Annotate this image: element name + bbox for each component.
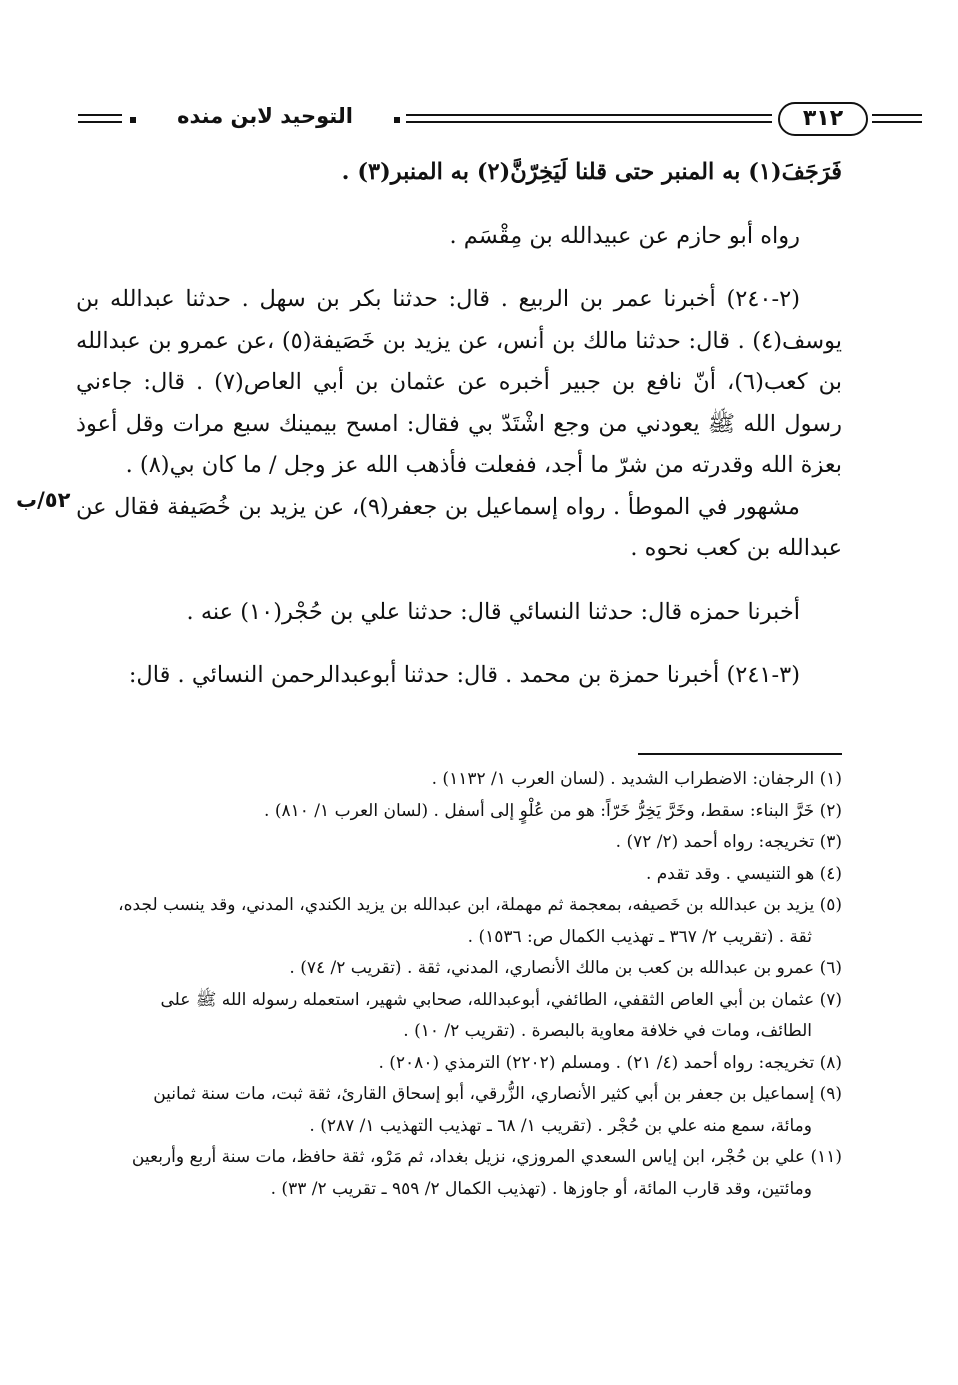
footnote: (٤) هو التنيسي . وقد تقدم . xyxy=(645,863,842,884)
footnotes xyxy=(76,764,842,1205)
footnote: (٩) إسماعيل بن جعفر بن أبي كثير الأنصاري، الزُّرقي، أبو إسحاق القارئ، ثقة ثبت، مات سنة ثمانين xyxy=(153,1084,842,1104)
page-header xyxy=(78,100,844,140)
paragraph-hamza-chain: أخبرنا حمزه قال: حدثنا النسائي قال: حدثنا علي بن حُجْر(١٠) عنه . xyxy=(186,598,800,625)
hadith-240-line-2: يوسف(٤) . قال: حدثنا مالك بن أنس، عن يزيد بن خَصَيفة(٥) ،عن عمرو بن xyxy=(148,327,842,354)
footnote: (١١) علي بن حُجْر، ابن إياس السعدي المروزي، نزيل بغداد، ثم مَرْو، ثقة حافظ، مات سنة أربع وأربعين xyxy=(131,1147,842,1167)
hadith-240-line-1: (٢-٢٤٠) أخبرنا عمر بن الربيع . قال: حدثنا بكر بن سهل . حدثنا عبدالله بن xyxy=(76,286,800,312)
paragraph-hadith-241: (٣-٢٤١) أخبرنا حمزة بن محمد . قال: حدثنا أبوعبدالرحمن النسائي . قال: xyxy=(128,662,800,688)
header-rule-left xyxy=(78,114,122,123)
hadith-240-line-4: جاءني رسول الله ﷺ يعودني من وجع اشْتَدّ بي فقال: امسح بيمينك سبع مرات وقل xyxy=(76,369,842,437)
page-number: ٣١٢ xyxy=(778,102,868,136)
header-square-icon xyxy=(130,117,136,123)
footnote: (٢) خَرَّ البناء: سقط، وخَرَّ يَخِرُّ خَرّاً: هو من عُلْوٍ إلى أسفل . (لسان العرب ١/ ٨١٠) . xyxy=(264,800,842,821)
paragraph-narration-note: رواه أبو حازم عن عبيدالله بن مِقْسَم . xyxy=(449,222,800,249)
header-square-icon xyxy=(394,117,400,123)
footnote-continuation: ومائتين، وقد قارب المائة، أو جاوزها . (تهذيب الكمال ٢/ ٩٥٩ ـ تقريب ٢/ ٣٣) . xyxy=(270,1178,812,1199)
footnote-continuation: ثقة . (تقريب ٢/ ٣٦٧ ـ تهذيب الكمال ص: ١٥٣٦) . xyxy=(467,926,812,947)
footnote: (٣) تخريجه: رواه أحمد (٢/ ٧٢) . xyxy=(615,832,842,852)
hadith-240-line-5: أعوذ بعزة الله وقدرته من شرّ ما أجد، ففعلت فأذهب الله عز وجل / ما كان بي(٨) . xyxy=(76,410,842,478)
footnote-separator xyxy=(638,753,842,755)
manuscript-folio-note: ٥٢/ب xyxy=(16,488,71,512)
paragraph-hadith-240 xyxy=(76,279,842,487)
footnote: (١) الرجفان: الاضطراب الشديد . (لسان العرب ١/ ١١٣٢) . xyxy=(431,769,842,789)
footnote: (٦) عمرو بن عبدالله بن كعب بن مالك الأنصاري، المدني، ثقة . (تقريب ٢/ ٧٤) . xyxy=(289,958,842,978)
footnote: (٥) يزيد بن عبدالله بن خَصيفه، بمعجمة ثم مهملة، ابن عبدالله بن يزيد الكندي، المدني، وقد ينسب لجده، xyxy=(118,895,842,915)
running-title: التوحيد لابن منده xyxy=(177,104,353,128)
footnote: (٧) عثمان بن أبي العاص الثقفي، الطائفي، أبوعبدالله، صحابي شهير، استعمله رسوله الله ﷺ على xyxy=(160,989,842,1010)
paragraph-mashhur: مشهور في الموطأ . رواه إسماعيل بن جعفر(٩)، عن يزيد بن خُصَيفة فقال عن عبدالله بن كعب نحوه . xyxy=(76,493,842,561)
paragraph-hadith-end: فَرَجَفَ(١) به المنبر حتى قلنا لَيَخِرّنَّ(٢) به المنبر(٣) . xyxy=(341,159,842,185)
main-text xyxy=(76,152,842,697)
footnote: (٨) تخريجه: رواه أحمد (٤/ ٢١) . ومسلم (٢٢٠٢) الترمذي (٢٠٨٠) . xyxy=(378,1052,842,1073)
header-rule-right xyxy=(872,114,922,123)
header-rule-middle xyxy=(406,114,772,123)
footnote-continuation: الطائف، ومات في خلافة معاوية بالبصرة . (تقريب ٢/ ١٠) . xyxy=(403,1021,812,1041)
hadith-240-line-3: عبدالله بن كعب(٦)، أنّ نافع بن جبير أخبره عن عثمان بن أبي العاص(٧) . قال: xyxy=(76,327,842,395)
footnote-continuation: ومائة، سمع منه علي بن حُجْر . (تقريب ١/ ٦٨ ـ تهذيب التهذيب ١/ ٢٨٧) . xyxy=(309,1115,812,1136)
